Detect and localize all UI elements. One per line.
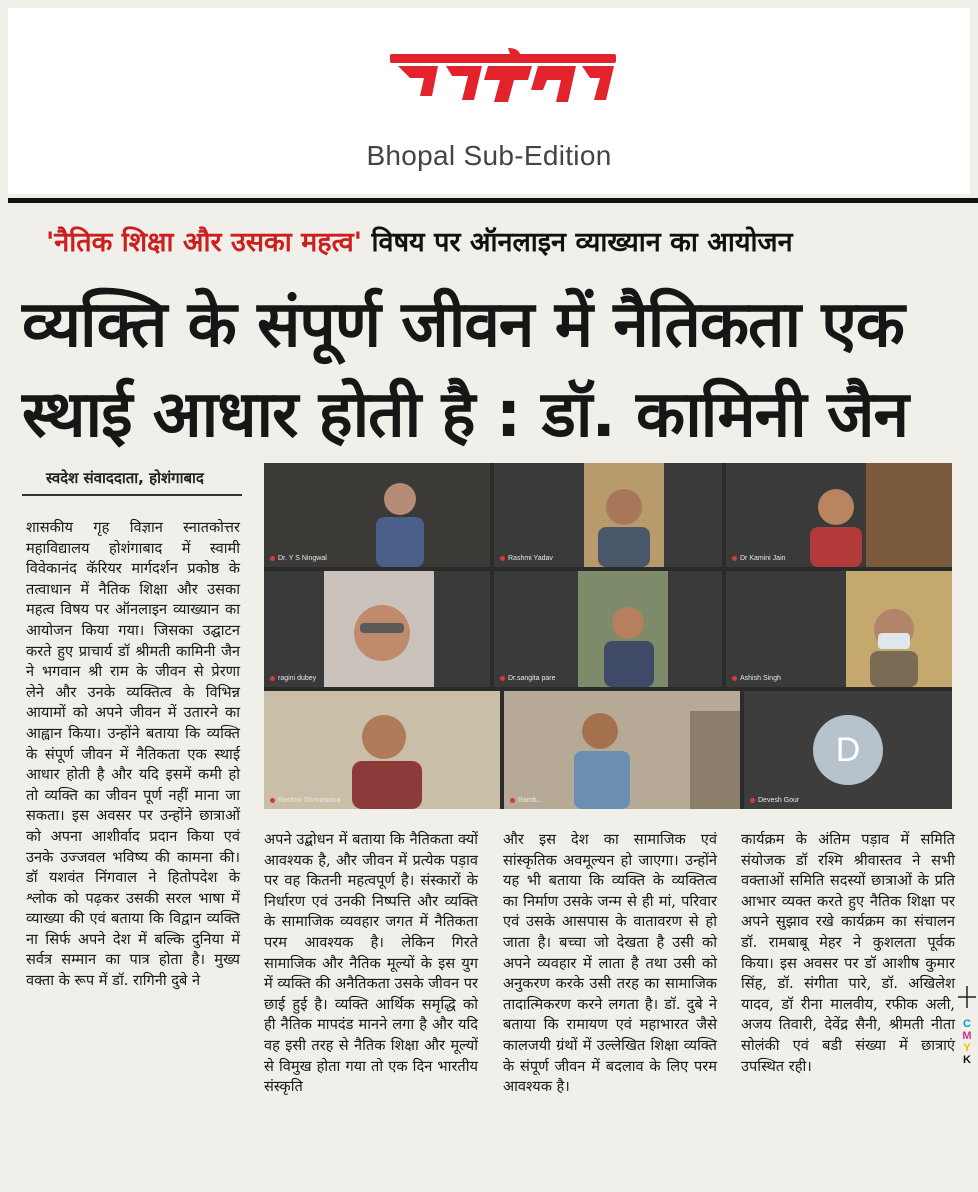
participant-name: Ramb... (510, 797, 543, 804)
participant-photo (264, 571, 490, 687)
cmyk-letter-c: C (963, 1018, 971, 1030)
participant-photo (504, 691, 740, 809)
participant-tile (264, 463, 490, 567)
article-column-2: अपने उद्बोधन में बताया कि नैतिकता क्यों आवश्यक है, और जीवन में प्रत्येक पड़ाव पर वह कितनी महत्वपूर्ण है। संस्कारों के निर्धारण एवं उनकी निष्पत्ति और व्यक्ति के सामाजिक व्यवहार जगत में नैतिकता परम आवश्यक है। लेकिन गिरते सामाजिक और नैतिक मूल्यों के इस युग में व्यक्ति की अनैतिकता उसके जीवन पर छाई हुई है। व्यक्ति आर्थिक समृद्धि को ही नैतिक मापदंड मानने लगा है और यदि वह इसी तरह से नैतिक शिक्षा और मूल्यों से विमुख होता गया तो एक दिन भारतीय संस्कृति (264, 831, 478, 1096)
participant-tile (726, 571, 952, 687)
participant-name: ragini dubey (270, 675, 316, 682)
cmyk-letter-y: Y (963, 1042, 971, 1054)
participant-tile (264, 571, 490, 687)
kicker-highlight: 'नैतिक शिक्षा और उसका महत्व' (46, 227, 363, 258)
swadesh-logo (388, 48, 620, 110)
header-rule (8, 198, 978, 203)
byline: स्वदेश संवाददाता, होशंगाबाद (46, 469, 204, 487)
participant-tile (504, 691, 740, 809)
participant-name: Ashish Singh (732, 675, 781, 682)
participant-tile (264, 691, 500, 809)
participant-name: Dr Kamini Jain (732, 555, 786, 562)
cmyk-print-mark (958, 1018, 976, 1066)
kicker-rest: विषय पर ऑनलाइन व्याख्यान का आयोजन (362, 227, 793, 258)
cmyk-letter-m: M (962, 1030, 972, 1042)
video-call-screenshot (264, 463, 952, 809)
participant-name: Rashmi Shrivastava (270, 797, 340, 804)
participant-photo (494, 571, 722, 687)
participant-avatar: D (813, 715, 883, 785)
article-kicker (46, 222, 956, 259)
participant-photo (264, 463, 490, 567)
byline-rule (22, 494, 242, 496)
participant-photo (264, 691, 500, 809)
participant-tile (494, 463, 722, 567)
article-column-1: शासकीय गृह विज्ञान स्नातकोत्तर महाविद्यालय होशंगाबाद में स्वामी विवेकानंद कॅरियर मार्गदर्शन प्रकोष्ठ के तत्वाधान में नैतिक शिक्षा और उसका महत्व विषय पर ऑनलाइन व्याख्यान का आयोजन किया गया। जिसका उद्घाटन करते हुए प्राचार्य डॉ श्रीमती कामिनी जैन ने भगवान श्री राम के जीवन से प्रेरणा लेने और उनके व्यक्तित्व के विभिन्न आयामों को अपने जीवन में उतारने का आह्वान किया। उन्होंने बताया कि व्यक्ति के संपूर्ण जीवन में नैतिकता एक स्थाई आधार होती है और यदि इसमें कमी हो तो व्यक्ति का जीवन पूर्ण नहीं माना जा सकता। इस अवसर पर उन्होंने छात्राओं को अपना आशीर्वाद प्रदान किया एवं उनके उज्जवल भविष्य की कामना की। डॉ यशवंत निंगवाल ने हितोपदेश के श्लोक को पढ़कर उसकी सरल भाषा में व्याख्या की एवं बताया कि विद्वान व्यक्ति ना सिर्फ अपने देश में बल्कि दुनिया में सर्वत्र सम्मान का पात्र होता है। मुख्य वक्ता के रूप में डॉ. रागिनी दुबे ने (26, 519, 240, 990)
registration-mark-icon (958, 986, 976, 1008)
edition-label: Bhopal Sub-Edition (366, 140, 612, 171)
participant-name: Rashmi Yadav (500, 555, 553, 562)
participant-photo (494, 463, 722, 567)
participant-tile (744, 691, 952, 809)
masthead (8, 8, 970, 194)
participant-name: Dr. Y S Ningwal (270, 555, 327, 562)
participant-name: Dr.sangita pare (500, 675, 555, 682)
participant-name: Devesh Gour (750, 797, 799, 804)
participant-tile (494, 571, 722, 687)
article-column-4: कार्यक्रम के अंतिम पड़ाव में समिति संयोजक डॉ रश्मि श्रीवास्तव ने सभी वक्ताओं समिति सदस्यों छात्राओं के प्रति आभार व्यक्त करते हुए नैतिक शिक्षा पर अपने सुझाव रखे कार्यक्रम का संचालन डॉ. रामबाबू मेहर ने कुशलता पूर्वक किया। इस अवसर पर डॉ आशीष कुमार सिंह, डॉ. संगीता पारे, डॉ. अखिलेश यादव, डॉ रीना मालवीय, रफीक अली, अजय तिवारी, देवेंद्र सैनी, श्रीमती नीता सोलंकी एवं बडी संख्या में छात्राएं उपस्थित रही। (741, 831, 955, 1075)
participant-photo (726, 571, 952, 687)
article-column-3: और इस देश का सामाजिक एवं सांस्कृतिक अवमूल्यन हो जाएगा। उन्होंने यह भी बताया कि व्यक्ति के व्यक्तित्व का निर्माण उसके जन्म से ही मां, परिवार एवं उसके आसपास के वातावरण से हो जाता है। बच्चा जो देखता है उसी को अपने व्यवहार में लाता है तथा उसी को अनुकरण करके उसी तरह का सामाजिक तादात्मिकरण करने लगता है। डॉ. दुबे ने बताया कि रामायण एवं महाभारत जैसे कालजयी ग्रंथों में उल्लेखित शिक्षा व्यक्ति के संपूर्ण जीवन में बदलाव के लिए परम आवश्यक है। (503, 831, 717, 1096)
cmyk-letter-k: K (963, 1054, 971, 1066)
participant-tile (726, 463, 952, 567)
participant-photo (726, 463, 952, 567)
article-headline: व्यक्ति के संपूर्ण जीवन में नैतिकता एक स्थाई आधार होती है : डॉ. कामिनी जैन (22, 288, 909, 452)
